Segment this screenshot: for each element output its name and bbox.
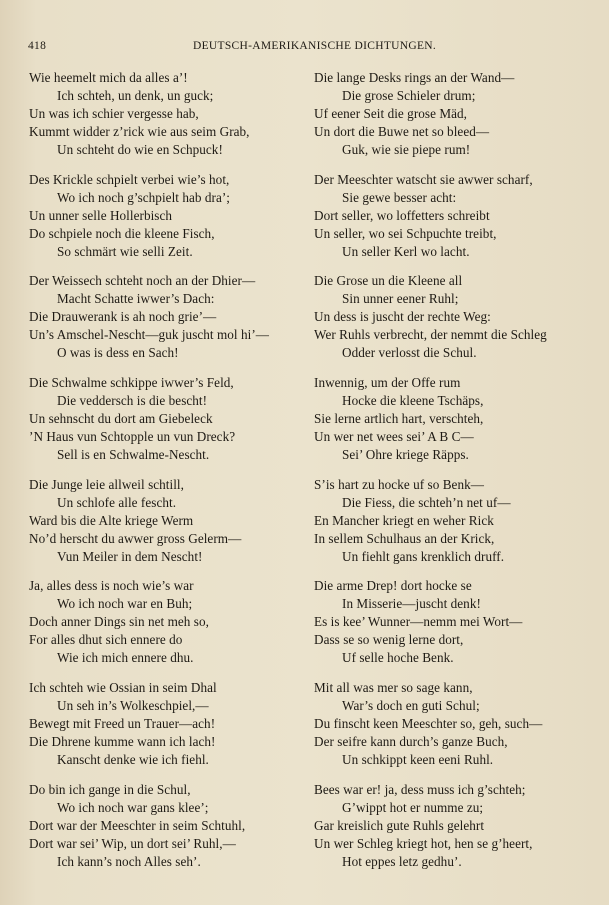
verse-line: Ward bis die Alte kriege Werm bbox=[29, 512, 194, 528]
verse-line: Der Weissech schteht noch an der Dhier— bbox=[29, 273, 256, 289]
verse-line: Die Schwalme schkippe iwwer’s Feld, bbox=[29, 375, 234, 391]
verse-line: Un was ich schier vergesse hab, bbox=[29, 106, 199, 121]
verse-line: Odder verlosst die Schul. bbox=[342, 345, 477, 361]
verse-line: Guk, wie sie piepe rum! bbox=[342, 142, 471, 157]
verse-line: Un seller, wo sei Schpuchte treibt, bbox=[314, 225, 497, 241]
verse-line: Un schteht do wie en Schpuck! bbox=[57, 142, 223, 157]
stanza bbox=[314, 272, 604, 374]
verse-line: Uf eener Seit die grose Mäd, bbox=[314, 106, 468, 121]
verse-line: Kummt widder z’rick wie aus seim Grab, bbox=[29, 124, 250, 139]
verse-line: Die lange Desks rings an der Wand— bbox=[314, 70, 515, 85]
stanza bbox=[29, 171, 319, 273]
verse-line: Ich kann’s noch Alles seh’. bbox=[57, 853, 201, 869]
stanza bbox=[314, 679, 604, 781]
right-poem-column bbox=[314, 69, 604, 883]
verse-line: War’s doch en guti Schul; bbox=[342, 698, 480, 714]
verse-line: G’wippt hot er numme zu; bbox=[342, 799, 484, 815]
verse-line: Inwennig, um der Offe rum bbox=[314, 375, 461, 391]
verse-line: Wer Ruhls verbrecht, der nemmt die Schleg bbox=[314, 327, 547, 343]
verse-line: Sin unner eener Ruhl; bbox=[342, 291, 459, 307]
verse-line: Des Krickle schpielt verbei wie’s hot, bbox=[29, 171, 230, 187]
verse-line: Die Junge leie allweil schtill, bbox=[29, 476, 184, 492]
verse-line: No’d herscht du awwer gross Gelerm— bbox=[29, 530, 242, 546]
verse-line: Un seh in’s Wolkeschpiel,— bbox=[57, 698, 209, 714]
stanza bbox=[29, 272, 319, 374]
verse-line: Doch anner Dings sin net meh so, bbox=[29, 614, 209, 630]
stanza bbox=[314, 476, 604, 578]
stanza bbox=[314, 69, 604, 171]
verse-line: Die arme Drep! dort hocke se bbox=[314, 578, 472, 594]
stanza bbox=[29, 679, 319, 781]
verse-line: Die veddersch is die bescht! bbox=[57, 393, 208, 409]
verse-line: Die Dhrene kumme wann ich lach! bbox=[29, 734, 216, 750]
verse-line: Uf selle hoche Benk. bbox=[342, 650, 454, 666]
left-poem-column bbox=[29, 69, 319, 883]
verse-line: Bees war er! ja, dess muss ich g’schteh; bbox=[314, 781, 526, 797]
stanza bbox=[29, 781, 319, 883]
verse-line: S’is hart zu hocke uf so Benk— bbox=[314, 476, 484, 492]
verse-line: Dort seller, wo loffetters schreibt bbox=[314, 207, 490, 223]
verse-line: Die grose Schieler drum; bbox=[342, 88, 476, 103]
verse-line: Gar kreislich gute Ruhls gelehrt bbox=[314, 817, 485, 833]
stanza bbox=[29, 577, 319, 679]
verse-line: Un dess is juscht der rechte Weg: bbox=[314, 309, 491, 325]
stanza bbox=[29, 69, 319, 171]
stanza bbox=[314, 577, 604, 679]
verse-line: Sei’ Ohre kriege Räpps. bbox=[342, 447, 469, 463]
verse-line: Un seller Kerl wo lacht. bbox=[342, 243, 470, 259]
verse-line: Un wer Schleg kriegt hot, hen se g’heert, bbox=[314, 835, 533, 851]
verse-line: Wo ich noch g’schpielt hab dra’; bbox=[57, 189, 231, 205]
stanza bbox=[29, 476, 319, 578]
verse-line: Die Grose un die Kleene all bbox=[314, 273, 463, 289]
verse-line: Dass se so wenig lerne dort, bbox=[314, 632, 464, 648]
verse-line: Un unner selle Hollerbisch bbox=[29, 207, 173, 223]
verse-line: So schmärt wie selli Zeit. bbox=[57, 243, 193, 259]
verse-line: Die Fiess, die schteh’n net uf— bbox=[342, 494, 511, 510]
verse-line: Un fiehlt gans krenklich druff. bbox=[342, 548, 505, 564]
verse-line: Un wer net wees sei’ A B C— bbox=[314, 429, 474, 445]
verse-line: Wo ich noch war en Buh; bbox=[57, 596, 193, 612]
verse-line: Un schlofe alle fescht. bbox=[57, 494, 177, 510]
verse-line: Hocke die kleene Tschäps, bbox=[342, 393, 484, 409]
verse-line: In Misserie—juscht denk! bbox=[342, 596, 481, 612]
verse-line: Ja, alles dess is noch wie’s war bbox=[29, 578, 194, 594]
verse-line: Der Meeschter watscht sie awwer scharf, bbox=[314, 171, 533, 187]
running-head: DEUTSCH-AMERIKANISCHE DICHTUNGEN. bbox=[193, 40, 437, 52]
verse-line: Sie lerne artlich hart, verschteh, bbox=[314, 411, 484, 427]
verse-line: Do bin ich gange in die Schul, bbox=[29, 781, 191, 797]
verse-line: Wo ich noch war gans klee’; bbox=[57, 799, 209, 815]
verse-line: Du finscht keen Meeschter so, geh, such— bbox=[314, 716, 543, 732]
verse-line: Bewegt mit Freed un Trauer—ach! bbox=[29, 716, 216, 732]
stanza bbox=[314, 781, 604, 883]
verse-line: Do schpiele noch die kleene Fisch, bbox=[29, 225, 215, 241]
verse-line: Hot eppes letz gedhu’. bbox=[342, 853, 462, 869]
verse-line: Un dort die Buwe net so bleed— bbox=[314, 124, 490, 139]
verse-line: Sell is en Schwalme-Nescht. bbox=[57, 447, 210, 463]
verse-line: Vun Meiler in dem Nescht! bbox=[57, 548, 203, 564]
stanza bbox=[314, 171, 604, 273]
verse-line: Die Drauwerank is ah noch grie’— bbox=[29, 309, 217, 325]
verse-line: Un’s Amschel-Nescht—guk juscht mol hi’— bbox=[29, 327, 270, 343]
verse-line: Sie gewe besser acht: bbox=[342, 189, 457, 205]
stanza bbox=[314, 374, 604, 476]
verse-line: Un schkippt keen eeni Ruhl. bbox=[342, 752, 494, 768]
verse-line: Un sehnscht du dort am Giebeleck bbox=[29, 411, 213, 427]
verse-line: Dort war der Meeschter in seim Schtuhl, bbox=[29, 817, 246, 833]
verse-line: En Mancher kriegt en weher Rick bbox=[314, 512, 494, 528]
verse-line: ’N Haus vun Schtopple un vun Dreck? bbox=[29, 429, 236, 445]
verse-line: Ich schteh wie Ossian in seim Dhal bbox=[29, 680, 217, 696]
page-header bbox=[28, 40, 591, 56]
verse-line: O was is dess en Sach! bbox=[57, 345, 179, 361]
verse-line: Wie ich mich ennere dhu. bbox=[57, 650, 194, 666]
verse-line: Mit all was mer so sage kann, bbox=[314, 680, 473, 696]
verse-line: Wie heemelt mich da alles a’! bbox=[29, 70, 188, 85]
verse-line: Dort war sei’ Wip, un dort sei’ Ruhl,— bbox=[29, 835, 236, 851]
stanza bbox=[29, 374, 319, 476]
verse-line: Es is kee’ Wunner—nemm mei Wort— bbox=[314, 614, 523, 630]
verse-line: In sellem Schulhaus an der Krick, bbox=[314, 530, 495, 546]
verse-line: Kanscht denke wie ich fiehl. bbox=[57, 752, 209, 768]
verse-line: Macht Schatte iwwer’s Dach: bbox=[57, 291, 215, 307]
verse-line: Der seifre kann durch’s ganze Buch, bbox=[314, 734, 508, 750]
verse-line: Ich schteh, un denk, un guck; bbox=[57, 88, 214, 103]
page-number: 418 bbox=[28, 40, 47, 52]
verse-line: For alles dhut sich ennere do bbox=[29, 632, 183, 648]
